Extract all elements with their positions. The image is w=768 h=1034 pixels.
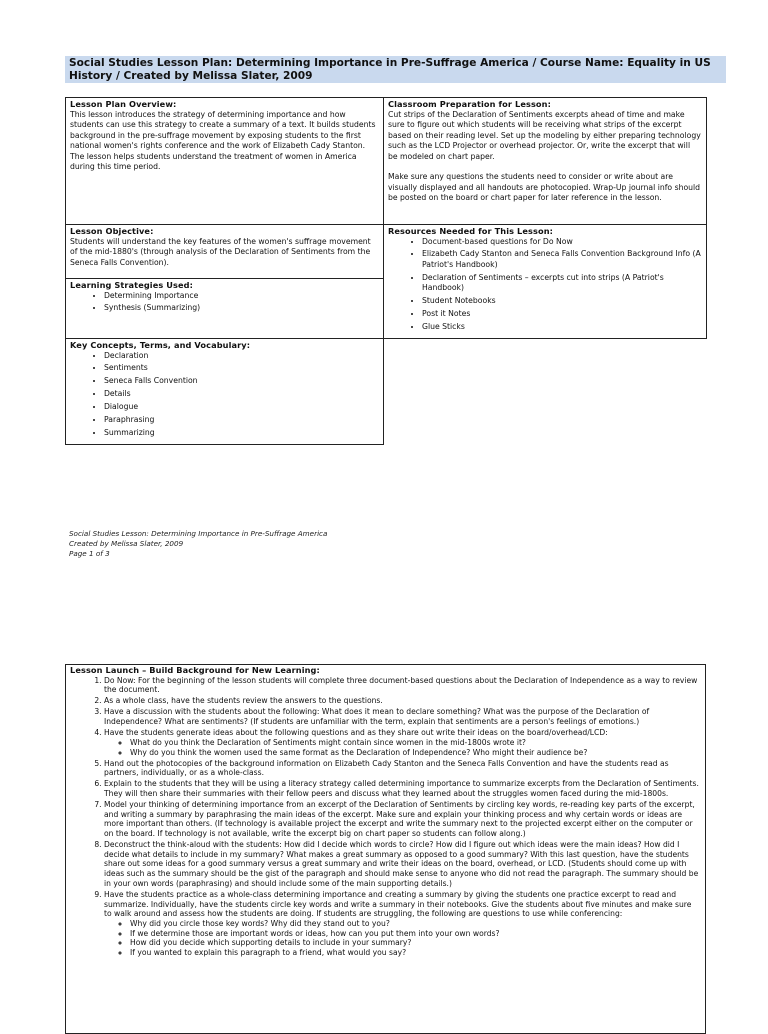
objective-text: Students will understand the key features of the women's suffrage movement of the mid-1880's (through analysis of the Declaration of Sentiments from the Seneca Falls Convention). — [70, 236, 371, 267]
list-item: ◦ Why did you circle those key words? Why did they stand out to you? — [130, 919, 701, 929]
lesson-launch-section — [65, 664, 706, 1034]
list-item: • Summarizing — [104, 428, 379, 439]
list-item: ◦ What do you think the Declaration of Sentiments might contain since women in the mid-1800s wrote it? — [130, 738, 701, 748]
resources-heading: Resources Needed for This Lesson: — [388, 226, 553, 236]
list-item: ◦ Why do you think the women used the same format as the Declaration of Independence? Who might their audience be? — [130, 748, 701, 758]
overview-cell — [66, 98, 384, 225]
resources-cell — [384, 225, 707, 339]
step-4-questions — [104, 738, 701, 757]
list-item: 5. Hand out the photocopies of the background information on Elizabeth Cady Stanton and the Seneca Falls Convention and have the students read as partners, individually, or as a whole-class. — [104, 759, 701, 778]
list-item: 8. Deconstruct the think-aloud with the students: How did I decide which words to circle? How did I figure out which ideas were the main ideas? How did I decide what details to include in my summary? What makes a great summary as opposed to a good summary? With this last question, have the students share out some ideas for a good summary versus a great summary and write their ideas on the board, overhead, or LCD. (Students should come up with ideas such as the summary should be the gist of the paragraph and should make sense to anyone who did not read the paragraph. The summary should be in your own words (paraphrasing) and should include some of the main supporting details.) — [104, 840, 701, 889]
empty-cell — [384, 339, 707, 445]
strategies-list — [70, 291, 379, 314]
footer-title: Social Studies Lesson: Determining Importance in Pre-Suffrage America — [69, 529, 328, 538]
list-item: 9. Have the students practice as a whole-class determining importance and creating a summary by giving the students one practice excerpt to read and summarize. Individually, have the students circle key words and write a summary in their notebooks. Give the students about five minutes and make sure to walk around and assess how the students are doing. If students are struggling, the following are questions to use while conferencing: ◦ Why did you circle those key words? Why did they stand out to you? ◦ If we determine those are important words or ideas, how can you put them into your own words? ◦ How did you decide which supporting details to include in your summary? ◦ If you wanted to explain this paragraph to a friend, what would you say? — [104, 890, 701, 958]
list-item: • Synthesis (Summarizing) — [104, 303, 379, 314]
list-item: 2. As a whole class, have the students review the answers to the questions. — [104, 696, 701, 706]
list-item: • Post it Notes — [422, 309, 702, 320]
launch-steps — [70, 676, 701, 958]
list-item: • Determining Importance — [104, 291, 379, 302]
list-item: • Seneca Falls Convention — [104, 376, 379, 387]
objective-heading: Lesson Objective: — [70, 226, 154, 236]
step-9-questions — [104, 919, 701, 958]
launch-heading: Lesson Launch – Build Background for New Learning: — [70, 665, 320, 675]
list-item: • Sentiments — [104, 363, 379, 374]
list-item: 7. Model your thinking of determining importance from an excerpt of the Declaration of Sentiments by circling key words, re-reading key parts of the excerpt, and writing a summary by paraphrasing the main ideas of the excerpt. Make sure and explain your thinking process and why certain words or ideas are more important than others. (If technology is available project the excerpt and write the summary next to the projected excerpt either on the computer or on the board. If technology is not available, write the excerpt big on chart paper so students can follow along.) — [104, 800, 701, 839]
page-footer — [69, 529, 327, 559]
list-item: ◦ If you wanted to explain this paragraph to a friend, what would you say? — [130, 948, 701, 958]
preparation-cell — [384, 98, 707, 225]
strategies-heading: Learning Strategies Used: — [70, 280, 194, 290]
list-item: ◦ If we determine those are important words or ideas, how can you put them into your own words? — [130, 929, 701, 939]
list-item: • Glue Sticks — [422, 322, 702, 333]
list-item: • Dialogue — [104, 402, 379, 413]
list-item: • Student Notebooks — [422, 296, 702, 307]
document-title: Social Studies Lesson Plan: Determining Importance in Pre-Suffrage America / Course Name: Equality in US History / Created by Melissa Slater, 2009 — [65, 56, 726, 83]
objective-cell — [66, 225, 384, 279]
list-item: • Details — [104, 389, 379, 400]
resources-list — [388, 237, 702, 333]
overview-heading: Lesson Plan Overview: — [70, 99, 177, 109]
preparation-paragraph-1: Cut strips of the Declaration of Sentiments excerpts ahead of time and make sure to figure out which students will be receiving what strips of the excerpt based on their reading level. Set up the modeling by either preparing technology such as the LCD Projector or overhead projector. Or, write the excerpt that will be modeled on chart paper. — [388, 109, 701, 161]
vocabulary-list — [70, 351, 379, 439]
list-item: 6. Explain to the students that they will be using a literacy strategy called determining importance to summarize excerpts from the Declaration of Sentiments. They will then share their summaries with their fellow peers and discuss what they learned about the struggles women faced during the mid-1800s. — [104, 779, 701, 798]
preparation-heading: Classroom Preparation for Lesson: — [388, 99, 551, 109]
preparation-paragraph-2: Make sure any questions the students need to consider or write about are visually displayed and all handouts are photocopied. Wrap-Up journal info should be posted on the board or chart paper for later reference in the lesson. — [388, 172, 701, 202]
list-item: • Declaration — [104, 351, 379, 362]
strategies-cell — [66, 279, 384, 339]
list-item: • Elizabeth Cady Stanton and Seneca Falls Convention Background Info (A Patriot's Handbook) — [422, 249, 702, 270]
list-item: • Declaration of Sentiments – excerpts cut into strips (A Patriot's Handbook) — [422, 273, 702, 294]
list-item: 3. Have a discussion with the students about the following: What does it mean to declare something? What was the purpose of the Declaration of Independence? What are sentiments? (If students are unfamiliar with the term, explain that sentiments are a person's feelings of emotions.) — [104, 707, 701, 726]
list-item: ◦ How did you decide which supporting details to include in your summary? — [130, 938, 701, 948]
list-item: • Paraphrasing — [104, 415, 379, 426]
footer-page-number: Page 1 of 3 — [69, 549, 110, 558]
list-item: • Document-based questions for Do Now — [422, 237, 702, 248]
vocabulary-cell — [66, 339, 384, 445]
footer-author: Created by Melissa Slater, 2009 — [69, 539, 184, 548]
lesson-plan-table — [65, 97, 707, 445]
list-item: 1. Do Now: For the beginning of the lesson students will complete three document-based questions about the Declaration of Independence as a way to review the document. — [104, 676, 701, 695]
vocabulary-heading: Key Concepts, Terms, and Vocabulary: — [70, 340, 251, 350]
list-item: 4. Have the students generate ideas about the following questions and as they share out write their ideas on the board/overhead/LCD: ◦ What do you think the Declaration of Sentiments might contain since women in the mid-1800s wrote it? ◦ Why do you think the women used the same format as the Declaration of Independence? Who might their audience be? — [104, 728, 701, 757]
overview-text: This lesson introduces the strategy of determining importance and how students can use this strategy to create a summary of a text. It builds students background in the pre-suffrage movement by exposing students to the first national women's rights conference and the work of Elizabeth Cady Stanton. The lesson helps students understand the treatment of women in America during this time period. — [70, 109, 376, 171]
